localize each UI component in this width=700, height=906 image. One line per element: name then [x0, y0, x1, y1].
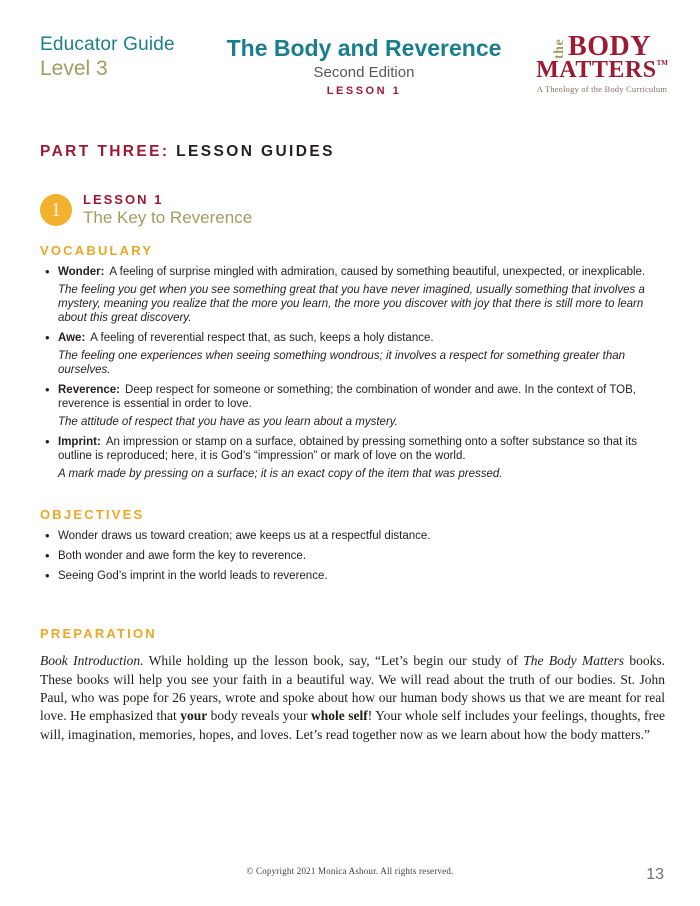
lesson-title: The Key to Reverence: [83, 208, 253, 227]
objectives-list: [40, 529, 665, 583]
page-header: [0, 0, 700, 97]
vocabulary-item: [40, 383, 665, 429]
vocabulary-definition: [40, 331, 665, 345]
vocabulary-term: Imprint:: [58, 436, 101, 449]
header-left: [40, 34, 200, 81]
page-content: [0, 143, 700, 744]
preparation-intro: Book Introduction.: [40, 653, 144, 669]
preparation-text: books. These books will help you see your faith in a beautiful way. We will read about the truth of our bodies. St. John Paul, who was pope for 26 years, wrote and spoke about how our human body shows us that we are meant for real love. He emphasized that: [40, 653, 665, 724]
vocabulary-item: [40, 435, 665, 481]
objective-item: • Seeing God’s imprint in the world leads to reverence.: [40, 569, 665, 583]
educator-guide-label: Educator Guide: [40, 34, 175, 55]
part-heading: [40, 143, 665, 161]
logo-body-text: BODY: [568, 31, 651, 63]
objective-item: • Wonder draws us toward creation; awe keeps us at a respectful distance.: [40, 529, 665, 543]
logo-top-row: [552, 31, 651, 63]
preparation-text: ! Your whole self includes your feelings, thoughts, free will, imagination, memories, hopes, and loves. Let’s read together now as we learn about how the body matters.”: [40, 708, 666, 742]
objective-item: • Both wonder and awe form the key to reverence.: [40, 549, 665, 563]
preparation-text: body reveals your: [207, 708, 312, 724]
lesson-label: LESSON 1: [83, 192, 164, 207]
vocabulary-kid-definition: The attitude of respect that you have as you learn about a mystery.: [58, 416, 398, 429]
preparation-heading: PREPARATION: [40, 626, 157, 642]
preparation-emphasis: whole self: [311, 708, 368, 724]
preparation-paragraph: [40, 652, 665, 744]
footer-copyright: © Copyright 2021 Monica Ashour. All rights reserved.: [246, 866, 454, 876]
body-matters-logo: [528, 32, 676, 94]
logo-the-text: the: [552, 38, 568, 59]
logo-tagline: A Theology of the Body Curriculum: [536, 83, 668, 94]
vocabulary-term: Reverence:: [58, 384, 121, 397]
page-number: 13: [646, 866, 664, 883]
vocabulary-definition-text: A feeling of reverential respect that, as such, keeps a holy distance.: [90, 332, 434, 345]
part-heading-prefix: PART THREE:: [40, 143, 170, 160]
lesson-tag: LESSON 1: [326, 85, 402, 97]
part-heading-rest: LESSON GUIDES: [169, 143, 335, 160]
lesson-number-badge: 1: [40, 194, 72, 226]
vocabulary-definition-text: A feeling of surprise mingled with admiration, caused by something beautiful, unexpected, or inexplicable.: [109, 266, 646, 278]
document-title: The Body and Reverence: [226, 35, 502, 61]
vocabulary-list: [40, 265, 665, 481]
vocabulary-definition-text: Deep respect for someone or something; the combination of wonder and awe. In the context of TOB, reverence is essential in order to love.: [58, 384, 636, 411]
objectives-heading: OBJECTIVES: [40, 507, 145, 523]
vocabulary-heading: VOCABULARY: [40, 243, 154, 258]
vocabulary-definition: [40, 383, 665, 411]
vocabulary-kid-definition: The feeling one experiences when seeing something wondrous; it involves a respect for something greater than ourselves.: [58, 350, 626, 377]
preparation-emphasis: your: [180, 708, 208, 724]
vocabulary-term: Wonder:: [58, 266, 105, 278]
lesson-header-text: [83, 192, 252, 228]
header-center: [200, 35, 528, 97]
logo-matters-text: MATTERS: [536, 57, 657, 83]
trademark-symbol: TM: [656, 59, 668, 67]
vocabulary-item: [40, 265, 665, 325]
vocabulary-kid-definition: A mark made by pressing on a surface; it is an exact copy of the item that was pressed.: [58, 468, 503, 481]
edition-subtitle: Second Edition: [313, 64, 415, 81]
level-label: Level 3: [40, 57, 108, 80]
vocabulary-item: [40, 331, 665, 377]
vocabulary-definition-text: An impression or stamp on a surface, obtained by pressing something onto a softer substance so that its outline is reproduced; here, it is God’s “impression” or mark of love on the world.: [58, 436, 638, 463]
book-title-reference: The Body Matters: [523, 653, 624, 669]
logo-matters-row: [536, 57, 668, 83]
vocabulary-definition: [40, 435, 665, 463]
preparation-text: While holding up the lesson book, say, “Let’s begin our study of: [143, 653, 524, 669]
vocabulary-term: Awe:: [58, 332, 86, 345]
lesson-header: [40, 192, 665, 228]
vocabulary-definition: [40, 265, 665, 279]
vocabulary-kid-definition: The feeling you get when you see something great that you have never imagined, usually something that involves a mystery, meaning you realize that the more you learn, the more you discover with joy that there is still more to learn about this great discovery.: [58, 284, 645, 325]
